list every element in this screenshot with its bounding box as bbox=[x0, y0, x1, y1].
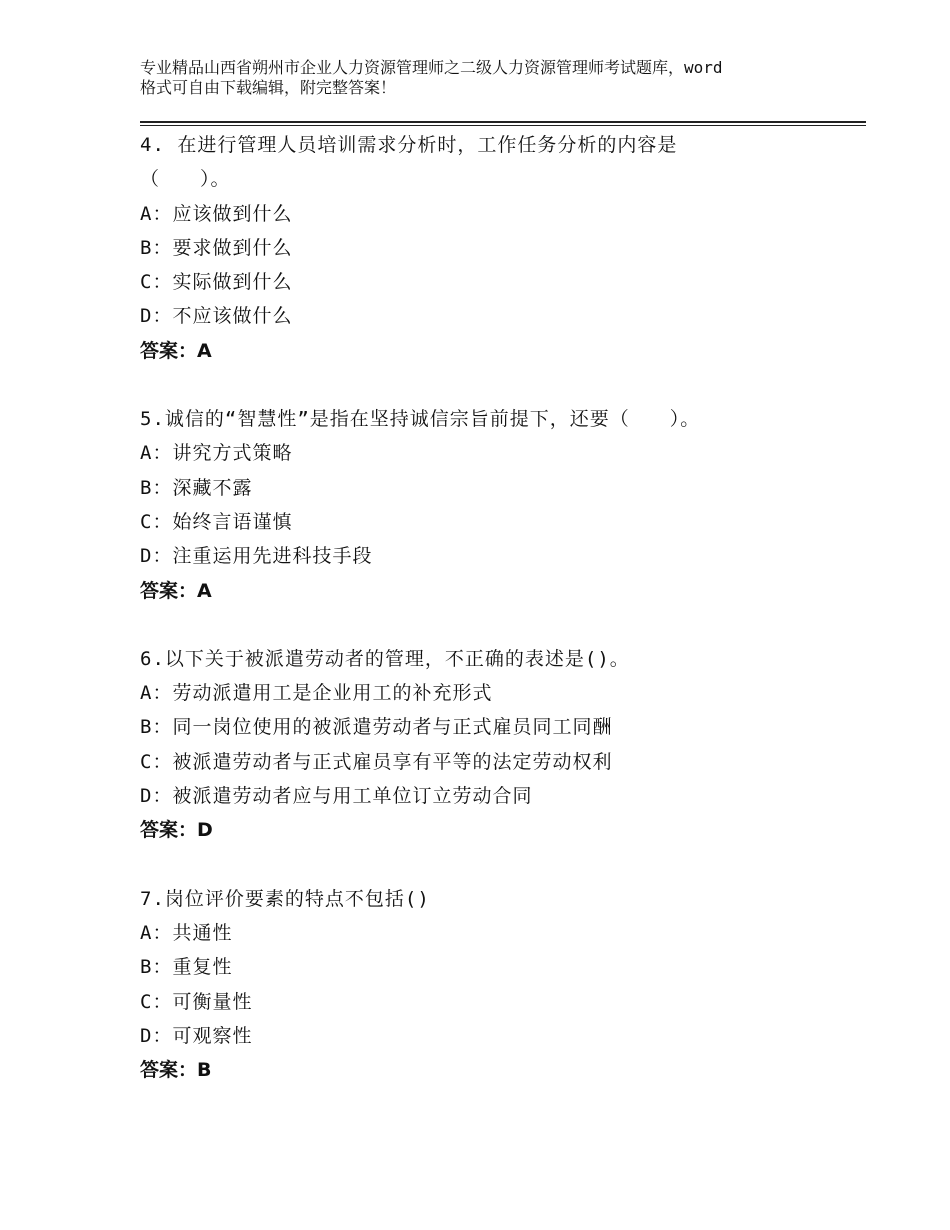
option-c: C：实际做到什么 bbox=[140, 271, 293, 294]
spacer bbox=[140, 608, 860, 642]
question-list bbox=[140, 128, 860, 1087]
option-b: B：要求做到什么 bbox=[140, 236, 293, 259]
option-a: A：讲究方式策略 bbox=[140, 442, 293, 465]
header-divider-thick bbox=[140, 121, 866, 123]
question-stem: 4. 在进行管理人员培训需求分析时，工作任务分析的内容是 bbox=[140, 134, 678, 156]
spacer bbox=[140, 848, 860, 882]
question-6 bbox=[140, 642, 860, 848]
header-line-2: 格式可自由下载编辑，附完整答案！ bbox=[140, 78, 397, 97]
option-d: D：可观察性 bbox=[140, 1024, 253, 1047]
option-c: C：始终言语谨慎 bbox=[140, 510, 293, 533]
option-a: A：共通性 bbox=[140, 921, 233, 944]
option-d: D：不应该做什么 bbox=[140, 305, 293, 328]
option-d: D：被派遣劳动者应与用工单位订立劳动合同 bbox=[140, 785, 533, 808]
question-5 bbox=[140, 402, 860, 608]
option-c: C：被派遣劳动者与正式雇员享有平等的法定劳动权利 bbox=[140, 750, 613, 773]
option-d: D：注重运用先进科技手段 bbox=[140, 545, 373, 568]
option-b: B：深藏不露 bbox=[140, 476, 253, 499]
answer-line: 答案：D bbox=[140, 819, 213, 842]
question-7 bbox=[140, 882, 860, 1088]
question-4 bbox=[140, 128, 860, 368]
header-divider-thin bbox=[140, 125, 866, 126]
option-a: A：应该做到什么 bbox=[140, 202, 293, 225]
question-stem: 7.岗位评价要素的特点不包括() bbox=[140, 887, 430, 910]
question-stem-continued: （ ）。 bbox=[140, 168, 231, 191]
answer-line: 答案：A bbox=[140, 339, 212, 362]
header-line-1: 专业精品山西省朔州市企业人力资源管理师之二级人力资源管理师考试题库，word bbox=[140, 58, 723, 77]
question-stem: 5.诚信的“智慧性”是指在坚持诚信宗旨前提下，还要（ ）。 bbox=[140, 408, 701, 431]
option-b: B：重复性 bbox=[140, 956, 233, 979]
option-c: C：可衡量性 bbox=[140, 990, 253, 1013]
answer-line: 答案：A bbox=[140, 579, 212, 602]
answer-line: 答案：B bbox=[140, 1059, 212, 1082]
document-header bbox=[140, 58, 840, 98]
option-b: B：同一岗位使用的被派遣劳动者与正式雇员同工同酬 bbox=[140, 716, 613, 739]
option-a: A：劳动派遣用工是企业用工的补充形式 bbox=[140, 682, 493, 705]
question-stem: 6.以下关于被派遣劳动者的管理，不正确的表述是()。 bbox=[140, 647, 630, 670]
spacer bbox=[140, 368, 860, 402]
